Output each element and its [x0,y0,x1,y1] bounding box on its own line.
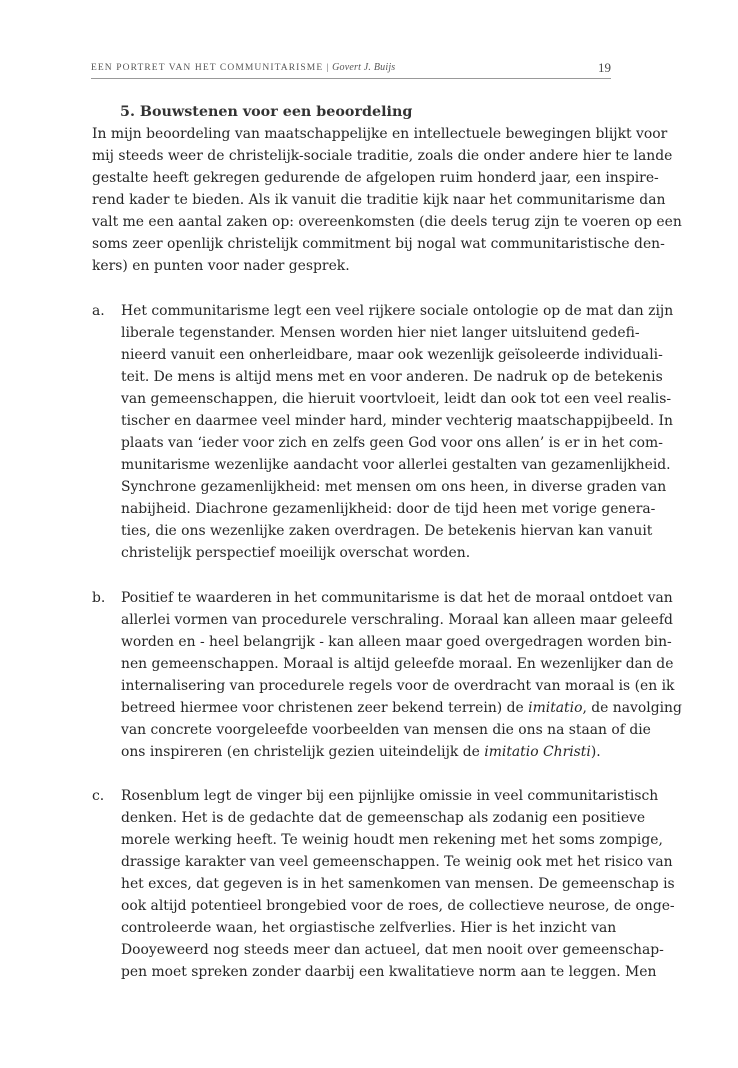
item-b-line-text: ons inspireren (en christelijk gezien uiteindelijk de [121,744,480,760]
item-a-line: liberale tegenstander. Mensen worden hier niet langer uitsluitend gedefi- [121,325,640,341]
item-c-line: pen moet spreken zonder daarbij een kwalitatieve norm aan te leggen. Men [121,964,657,980]
item-c-line: denken. Het is de gedachte dat de gemeenschap als zodanig een positieve [121,810,646,826]
item-a-line: christelijk perspectief moeilijk overschat worden. [121,545,471,561]
italic-term: imitatio [528,700,583,716]
intro-line: valt me een aantal zaken op: overeenkomsten (die deels terug zijn te voeren op een [92,214,682,230]
item-a-line: teit. De mens is altijd mens met en voor anderen. De nadruk op de betekenis [121,369,663,385]
intro-line: rend kader te bieden. Als ik vanuit die traditie kijk naar het communitarisme dan [92,192,666,208]
header-rule [91,78,611,79]
running-header-title-group [91,62,395,73]
intro-line: mij steeds weer de christelijk-sociale traditie, zoals die onder andere hier te lande [92,148,673,164]
item-a-line: nabijheid. Diachrone gezamenlijkheid: door de tijd heen met vorige genera- [121,501,656,517]
running-header-author: Govert J. Buijs [332,62,396,73]
item-c-line: het exces, dat gegeven is in het samenkomen van mensen. De gemeenschap is [121,876,675,892]
item-b-line-text: , de navolging [582,700,682,716]
intro-line: gestalte heeft gekregen gedurende de afgelopen ruim honderd jaar, een inspire- [92,170,659,186]
item-c-line: morele werking heeft. Te weinig houdt men rekening met het soms zompige, [121,832,663,848]
running-header-separator: | [326,63,329,73]
item-b-line-text: betreed hiermee voor christenen zeer bekend terrein) de [121,700,524,716]
item-a-line: tischer en daarmee veel minder hard, minder vechterig maatschappijbeeld. In [121,413,673,429]
item-c-line: controleerde waan, het orgiastische zelfverlies. Hier is het inzicht van [121,920,617,936]
item-b-line: van concrete voorgeleefde voorbeelden van mensen die ons na staan of die [121,722,651,738]
section-heading: 5. Bouwstenen voor een beoordeling [120,104,413,120]
page-number: 19 [598,60,611,75]
item-c-line: drassige karakter van veel gemeenschappen. Te weinig ook met het risico van [121,854,673,870]
intro-line: kers) en punten voor nader gesprek. [92,258,350,274]
item-a-line: munitarisme wezenlijke aandacht voor allerlei gestalten van gezamenlijkheid. [121,457,671,473]
item-a-line: ties, die ons wezenlijke zaken overdragen. De betekenis hiervan kan vanuit [121,523,653,539]
running-header-title: EEN PORTRET VAN HET COMMUNITARISME [91,63,324,73]
item-c-line: Rosenblum legt de vinger bij een pijnlijke omissie in veel communitaristisch [121,788,659,804]
item-b-line-text: ). [590,744,601,760]
item-c-line: Dooyeweerd nog steeds meer dan actueel, dat men nooit over gemeenschap- [121,942,664,958]
item-b-line: worden en - heel belangrijk - kan alleen maar goed overgedragen worden bin- [121,634,672,650]
item-a-line: nieerd vanuit een onherleidbare, maar ook wezenlijk geïsoleerde individuali- [121,347,663,363]
item-b-line [121,742,611,762]
item-a-line: Het communitarisme legt een veel rijkere sociale ontologie op de mat dan zijn [121,303,674,319]
item-a-line: van gemeenschappen, die hieruit voortvloeit, leidt dan ook tot een veel realis- [121,391,672,407]
item-a-line: plaats van ‘ieder voor zich en zelfs geen God voor ons allen’ is er in het com- [121,435,663,451]
item-b-line: allerlei vormen van procedurele verschraling. Moraal kan alleen maar geleefd [121,612,673,628]
item-a-line: Synchrone gezamenlijkheid: met mensen om ons heen, in diverse graden van [121,479,667,495]
intro-line: soms zeer openlijk christelijk commitment bij nogal wat communitaristische den- [92,236,665,252]
list-marker-a: a. [92,303,105,319]
item-c-line: ook altijd potentieel brongebied voor de roes, de collectieve neurose, de onge- [121,898,675,914]
running-header [91,58,611,76]
item-b-line: nen gemeenschappen. Moraal is altijd geleefde moraal. En wezenlijker dan de [121,656,674,672]
intro-line: In mijn beoordeling van maatschappelijke en intellectuele bewegingen blijkt voor [92,126,668,142]
italic-term: imitatio Christi [484,744,591,760]
list-marker-b: b. [92,590,106,606]
item-b-line: internalisering van procedurele regels voor de overdracht van moraal is (en ik [121,678,675,694]
list-marker-c: c. [92,788,105,804]
item-b-line [121,698,682,718]
item-b-line: Positief te waarderen in het communitarisme is dat het de moraal ontdoet van [121,590,673,606]
